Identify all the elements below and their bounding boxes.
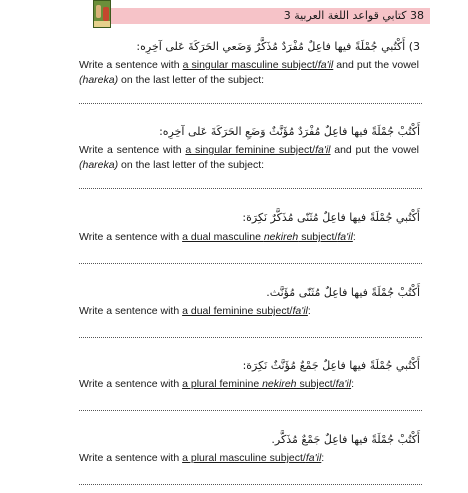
- answer-line[interactable]: [79, 263, 422, 264]
- exercise-1-english: Write a sentence with a singular masculine subject/fa'il and put the vowel (hareka) on the last letter of the subject:: [79, 59, 419, 86]
- exercise-5-arabic: أَكْتُبي جُمْلَةً فيها فاعِلٌ جَمْعٌ مُؤَنَّثٌ نَكِرَة:: [242, 359, 420, 372]
- exercise-3-english: Write a sentence with a dual masculine nekireh subject/fa'il:: [79, 231, 356, 243]
- exercise-2-arabic: أَكْتُبْ جُمْلَةً فيها فاعِلٌ مُفْرَدٌ مُؤَنَّثٌ وَضَعِ الحَرَكَةَ عَلى آخِرِه:: [159, 125, 420, 138]
- exercise-number: 3): [408, 40, 420, 53]
- answer-line[interactable]: [79, 410, 422, 411]
- exercise-2-english: Write a sentence with a singular feminine subject/fa'il and put the vowel (hareka) on the last letter of the subject:: [79, 144, 419, 171]
- exercise-6-english: Write a sentence with a plural masculine subject/fa'il:: [79, 452, 325, 464]
- exercise-4-english: Write a sentence with a dual feminine subject/fa'il:: [79, 305, 311, 317]
- book-cover-logo: [93, 0, 111, 28]
- exercise-5-english: Write a sentence with a plural feminine nekireh subject/fa'il:: [79, 378, 354, 390]
- answer-line[interactable]: [79, 103, 422, 104]
- exercise-1-arabic: 3) أَكْتُبي جُمْلَةً فيها فاعِلٌ مُفْرَدٌ مُذَكَّرٌ وَضَعي الحَرَكَةَ عَلى آخِرِه:: [136, 40, 420, 53]
- exercise-4-arabic: أَكْتُبْ جُمْلَةً فيها فاعِلٌ مُثَنّى مُؤَنَّث.: [266, 286, 420, 299]
- answer-line[interactable]: [79, 337, 422, 338]
- answer-line[interactable]: [79, 484, 422, 485]
- page-title: 38 كتابي قواعد اللغة العربية 3: [283, 9, 424, 22]
- exercise-6-arabic: أَكْتُبْ جُمْلَةً فيها فاعِلٌ جَمْعٌ مُذَكَّر.: [271, 433, 420, 446]
- answer-line[interactable]: [79, 188, 422, 189]
- exercise-3-arabic: أَكْتُبي جُمْلَةً فيها فاعِلٌ مُثَنّى مُذَكَّرٌ نَكِرَة:: [242, 211, 420, 224]
